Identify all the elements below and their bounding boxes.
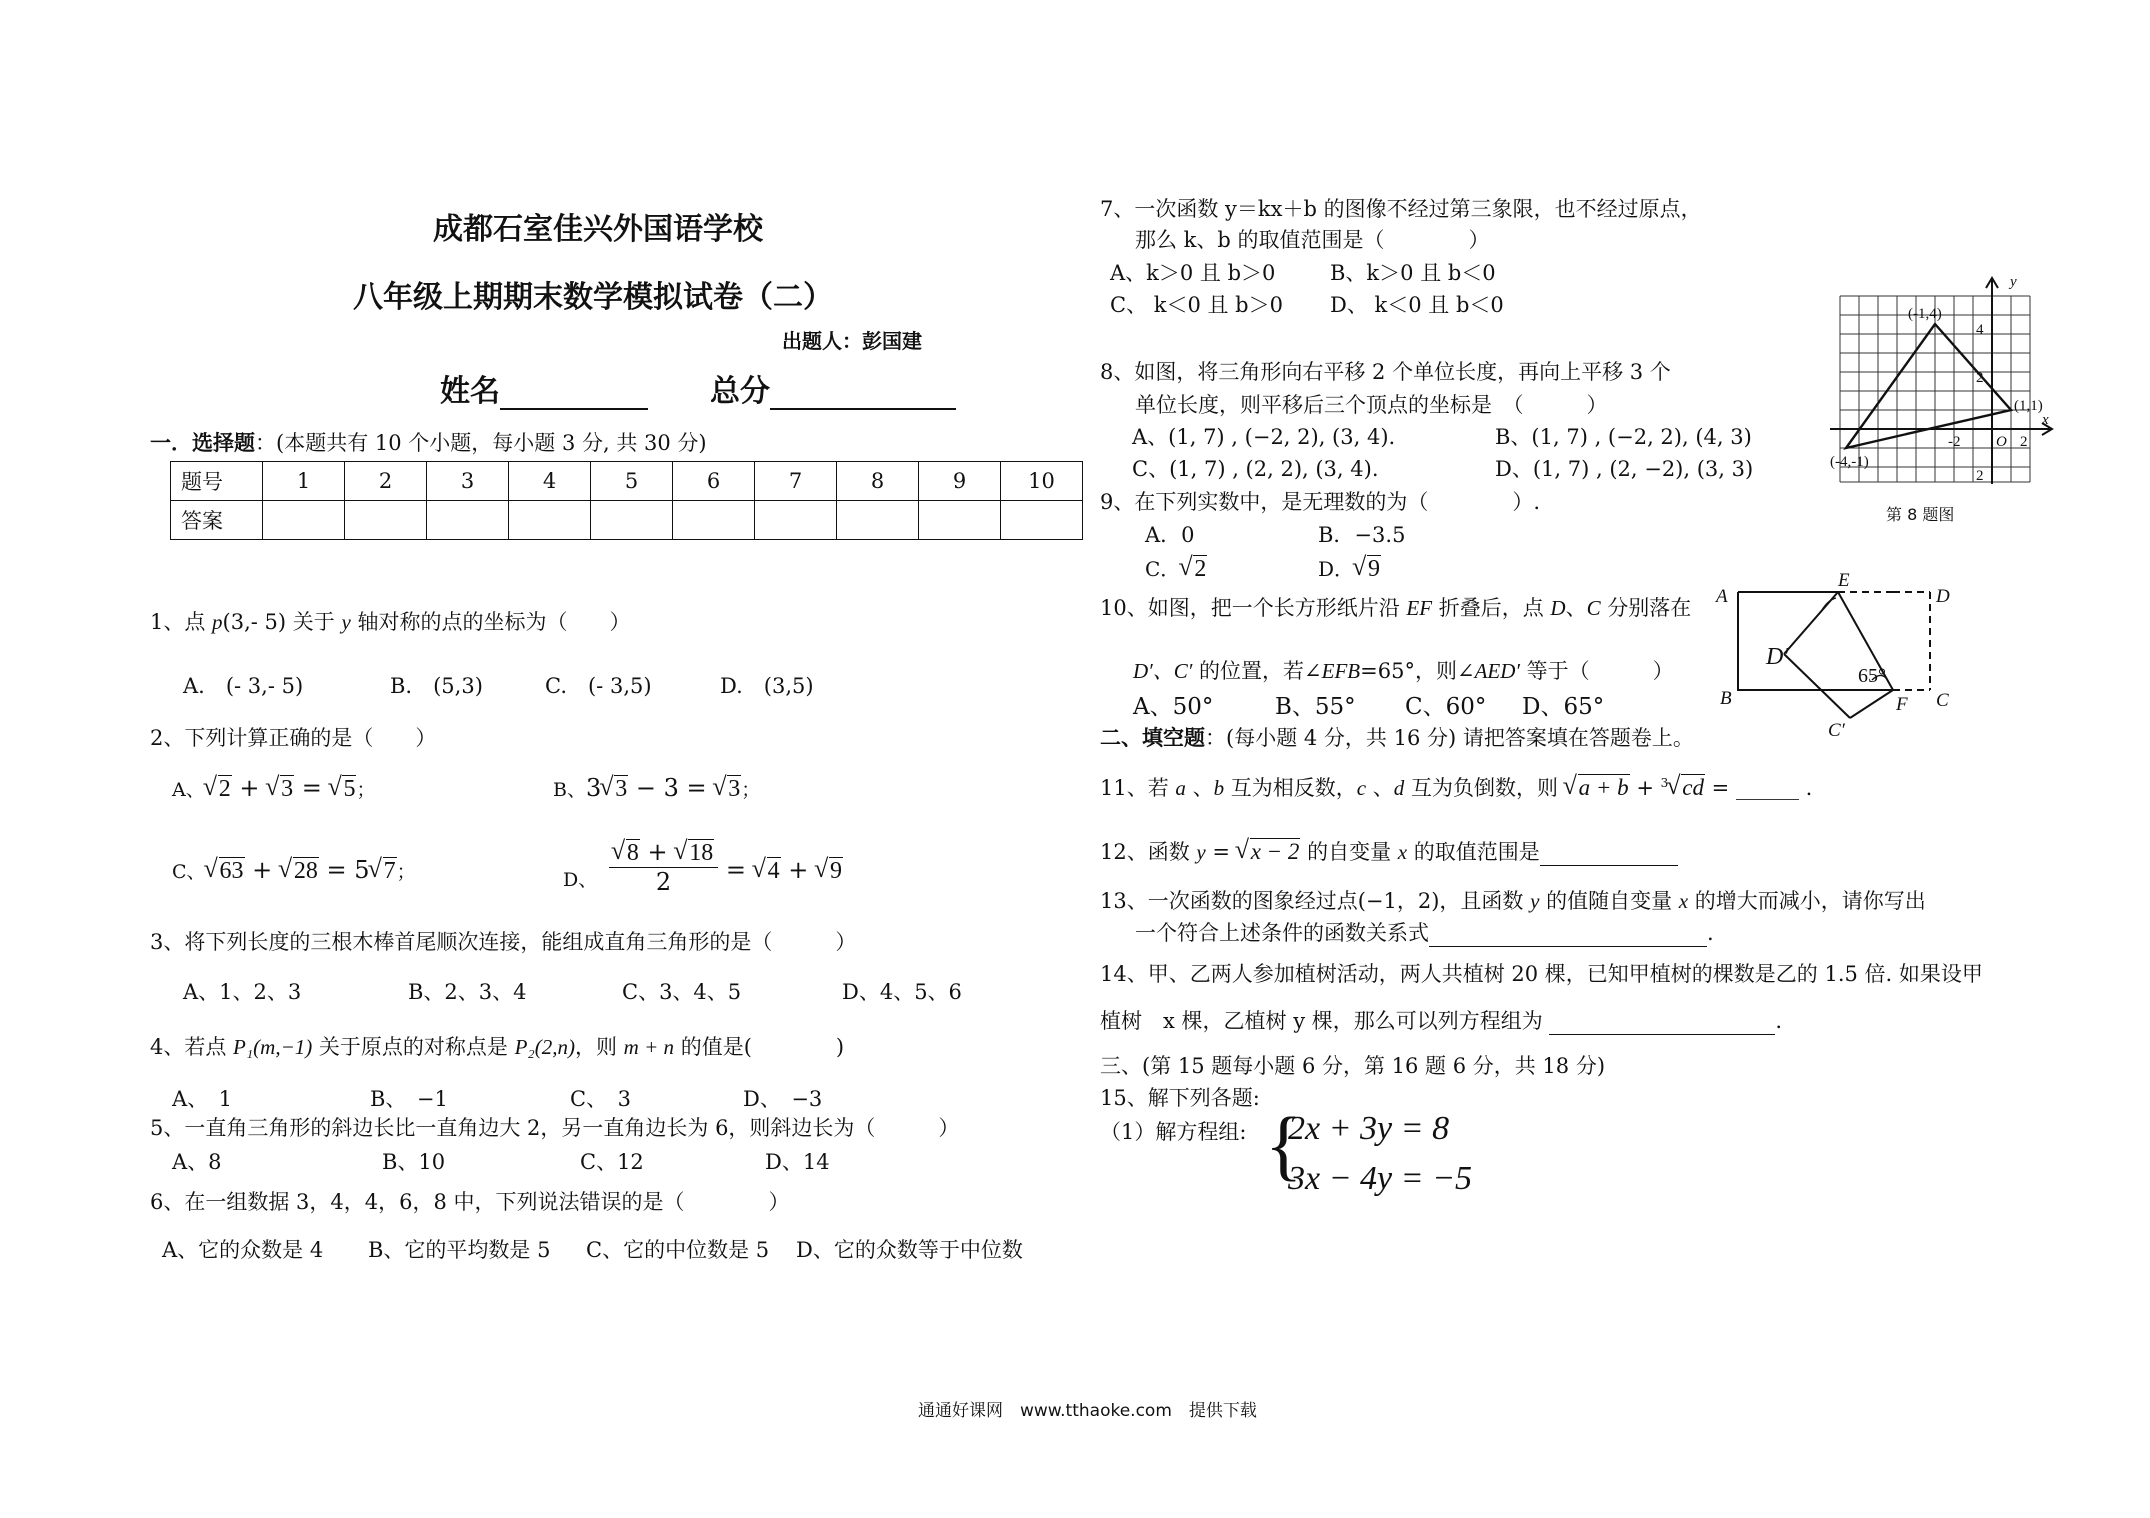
name-field[interactable]: [440, 366, 648, 410]
axis-x-label: x: [2042, 412, 2049, 428]
q10-option-a[interactable]: A、50°: [1133, 694, 1214, 720]
q14-stem-line1: 14、甲、乙两人参加植树活动，两人共植树 20 棵，已知甲植树的棵数是乙的 1.5 倍. 如果设甲: [1100, 962, 1983, 986]
q6-option-b[interactable]: B、它的平均数是 5: [368, 1238, 551, 1262]
tick-label: 2: [1976, 468, 1984, 484]
q10-stem-line1: 10、如图，把一个长方形纸片沿 EF 折叠后，点 D、C 分别落在: [1100, 596, 1692, 620]
q4-stem: 4、若点 P₁(m,−1) 关于原点的对称点是 P₂(2,n)，则 m + n 的值是( ): [150, 1035, 845, 1059]
answer-cell[interactable]: [509, 501, 591, 540]
q12-answer-blank[interactable]: [1540, 843, 1678, 866]
point-label: (-1,4): [1908, 306, 1942, 322]
angle-label: 65°: [1858, 665, 1886, 687]
q2-stem: 2、下列计算正确的是（ ）: [150, 726, 437, 750]
q10-fold-figure: [1710, 570, 1960, 742]
total-label: 总分: [710, 374, 770, 409]
q10-option-b[interactable]: B、55°: [1275, 694, 1356, 720]
label-b: B: [1720, 688, 1732, 709]
row-label-answer: 答案: [171, 501, 263, 540]
q4-option-a[interactable]: A、 1: [172, 1087, 233, 1111]
answer-table: [170, 461, 1083, 540]
q-number-cell: 4: [509, 462, 591, 501]
answer-cell[interactable]: [345, 501, 427, 540]
q-number-cell: 5: [591, 462, 673, 501]
q4-option-d[interactable]: D、 −3: [743, 1087, 823, 1111]
answer-cell[interactable]: [263, 501, 345, 540]
answer-cell[interactable]: [919, 501, 1001, 540]
q13-stem-line2: 一个符合上述条件的函数关系式 .: [1135, 921, 1714, 945]
q7-option-b[interactable]: B、k＞0 且 b＜0: [1330, 261, 1496, 285]
answer-table-number-row: [171, 462, 1083, 501]
q4-option-c[interactable]: C、 3: [570, 1087, 631, 1111]
label-d: D: [1936, 586, 1950, 607]
q6-stem: 6、在一组数据 3，4，4，6，8 中，下列说法错误的是（ ）: [150, 1190, 790, 1214]
q8-stem-line2: 单位长度，则平移后三个顶点的坐标是 （ ）: [1135, 393, 1608, 417]
q-number-cell: 7: [755, 462, 837, 501]
q5-option-a[interactable]: A、8: [172, 1150, 222, 1174]
footer-credit: 通通好课网 www.tthaoke.com 提供下载: [918, 1401, 1257, 1421]
q3-option-a[interactable]: A、1、2、3: [183, 980, 302, 1004]
tick-label: 2: [2020, 434, 2028, 450]
q6-option-d[interactable]: D、它的众数等于中位数: [796, 1238, 1023, 1262]
q15-stem: 15、解下列各题:: [1100, 1086, 1260, 1110]
q15-sub1-label: （1）解方程组:: [1100, 1120, 1247, 1144]
q1-option-d[interactable]: D. (3,5): [720, 674, 814, 698]
tick-label: 2: [1976, 370, 1984, 386]
point-label: (-4,-1): [1830, 454, 1869, 470]
q10-option-d[interactable]: D、65°: [1522, 694, 1605, 720]
q13-stem-line1: 13、一次函数的图象经过点(−1，2)，且函数 y 的值随自变量 x 的增大而减小，请你写出: [1100, 889, 1926, 913]
q-number-cell: 10: [1001, 462, 1083, 501]
total-field[interactable]: [710, 366, 956, 410]
q-number-cell: 8: [837, 462, 919, 501]
section3-heading: 三、(第 15 题每小题 6 分，第 16 题 6 分，共 18 分): [1100, 1054, 1606, 1078]
q8-option-b[interactable]: B、(1, 7) , (−2, 2), (4, 3): [1495, 425, 1752, 449]
q5-option-d[interactable]: D、14: [765, 1150, 830, 1174]
q11-stem: 11、若 a 、b 互为相反数，c 、d 互为负倒数，则 √ a + b + $^3$√ cd = ______ .: [1100, 772, 1812, 802]
q9-option-c[interactable]: C．√ 2: [1145, 553, 1207, 583]
answer-cell[interactable]: [1001, 501, 1083, 540]
equation-brace: {: [1265, 1101, 1303, 1188]
label-f: F: [1896, 694, 1908, 715]
q1-option-a[interactable]: A. (- 3,- 5): [183, 674, 304, 698]
q5-option-c[interactable]: C、12: [580, 1150, 644, 1174]
q12-stem: 12、函数 y = √ x − 2 的自变量 x 的取值范围是: [1100, 836, 1678, 866]
q3-stem: 3、将下列长度的三根木棒首尾顺次连接，能组成直角三角形的是（ ）: [150, 930, 857, 954]
answer-cell[interactable]: [591, 501, 673, 540]
answer-table-answer-row: [171, 501, 1083, 540]
q10-option-c[interactable]: C、60°: [1405, 694, 1487, 720]
q3-option-d[interactable]: D、4、5、6: [842, 980, 962, 1004]
q9-option-b[interactable]: B．−3.5: [1318, 523, 1406, 547]
q-number-cell: 6: [673, 462, 755, 501]
q14-stem-line2: 植树 x 棵，乙植树 y 棵，那么可以列方程组为 .: [1100, 1009, 1783, 1033]
q14-answer-blank[interactable]: [1549, 1012, 1775, 1035]
q2-option-a[interactable]: A、√ 2 + √ 3 = √ 5；: [172, 774, 376, 803]
q-number-cell: 1: [263, 462, 345, 501]
q1-stem: 1、点 p(3,- 5) 关于 y 轴对称的点的坐标为（ ）: [150, 610, 631, 634]
section2-heading: 二、填空题：(每小题 4 分，共 16 分) 请把答案填在答题卷上。: [1100, 725, 1694, 750]
label-d-prime: D′: [1766, 644, 1789, 670]
q2-option-d[interactable]: $_{D、}$ √ $\frac{8 + √ 18}{2}$ = √ 4 + √ 9: [563, 838, 843, 896]
q7-option-a[interactable]: A、k＞0 且 b＞0: [1110, 261, 1276, 285]
label-a: A: [1716, 586, 1728, 607]
q7-stem-line1: 7、一次函数 y＝kx＋b 的图像不经过第三象限，也不经过原点，: [1100, 197, 1702, 221]
axis-y-label: y: [2010, 274, 2017, 290]
q9-option-a[interactable]: A．0: [1145, 523, 1195, 547]
q-number-cell: 2: [345, 462, 427, 501]
answer-cell[interactable]: [673, 501, 755, 540]
q3-option-b[interactable]: B、2、3、4: [408, 980, 527, 1004]
school-name: 成都石室佳兴外国语学校: [433, 212, 763, 247]
q15-equation-1: 2x + 3y = 8: [1288, 1110, 1450, 1147]
q7-stem-line2: 那么 k、b 的取值范围是（ ）: [1135, 228, 1490, 252]
answer-cell[interactable]: [755, 501, 837, 540]
tick-label: -2: [1948, 434, 1961, 450]
exam-title: 八年级上期期末数学模拟试卷（二）: [353, 280, 833, 315]
q5-stem: 5、一直角三角形的斜边长比一直角边大 2，另一直角边长为 6，则斜边长为（ ）: [150, 1116, 960, 1140]
answer-cell[interactable]: [837, 501, 919, 540]
q8-stem-line1: 8、如图，将三角形向右平移 2 个单位长度，再向上平移 3 个: [1100, 360, 1671, 384]
q8-coordinate-figure: [1830, 272, 2056, 532]
q-number-cell: 9: [919, 462, 1001, 501]
name-label: 姓名: [440, 374, 500, 409]
q8-option-d[interactable]: D、(1, 7) , (2, −2), (3, 3): [1495, 457, 1754, 481]
label-c: C: [1936, 690, 1949, 711]
q4-option-b[interactable]: B、 −1: [370, 1087, 448, 1111]
q1-option-b[interactable]: B. (5,3): [390, 674, 483, 698]
label-c-prime: C′: [1828, 720, 1845, 741]
q5-option-b[interactable]: B、10: [382, 1150, 446, 1174]
q-number-cell: 3: [427, 462, 509, 501]
q15-equation-2: 3x − 4y = −5: [1288, 1160, 1473, 1197]
point-label: (1,1): [2014, 398, 2043, 414]
row-label-number: 题号: [171, 462, 263, 501]
q6-option-a[interactable]: A、它的众数是 4: [162, 1238, 324, 1262]
q10-stem-line2: D′、C′ 的位置，若∠EFB=65°，则∠AED′ 等于（ ）: [1133, 659, 1674, 683]
q8-option-a[interactable]: A、(1, 7) , (−2, 2), (3, 4).: [1132, 425, 1396, 449]
q2-option-b[interactable]: B、3√ 3 − 3 = √ 3；: [553, 774, 760, 803]
q7-option-d[interactable]: D、 k＜0 且 b＜0: [1330, 293, 1504, 317]
origin-label: O: [1996, 434, 2007, 450]
q13-answer-blank[interactable]: [1429, 924, 1707, 947]
q1-option-c[interactable]: C. (- 3,5): [545, 674, 652, 698]
q6-option-c[interactable]: C、它的中位数是 5: [586, 1238, 770, 1262]
q9-stem: 9、在下列实数中，是无理数的为（ ）.: [1100, 490, 1541, 514]
label-e: E: [1838, 570, 1850, 591]
q3-option-c[interactable]: C、3、4、5: [622, 980, 742, 1004]
q9-option-d[interactable]: D．√ 9: [1318, 553, 1381, 583]
figure-caption: 第 8 题图: [1886, 505, 1955, 524]
answer-cell[interactable]: [427, 501, 509, 540]
q8-option-c[interactable]: C、(1, 7) , (2, 2), (3, 4).: [1132, 457, 1379, 481]
q2-option-c[interactable]: C、√ 63 + √ 28 = 5√ 7；: [172, 856, 416, 885]
author-line: 出题人：彭国建: [782, 329, 922, 353]
q7-option-c[interactable]: C、 k＜0 且 b＞0: [1110, 293, 1283, 317]
section1-heading: 一．选择题：(本题共有 10 个小题，每小题 3 分, 共 30 分): [150, 430, 707, 455]
tick-label: 4: [1976, 322, 1984, 338]
